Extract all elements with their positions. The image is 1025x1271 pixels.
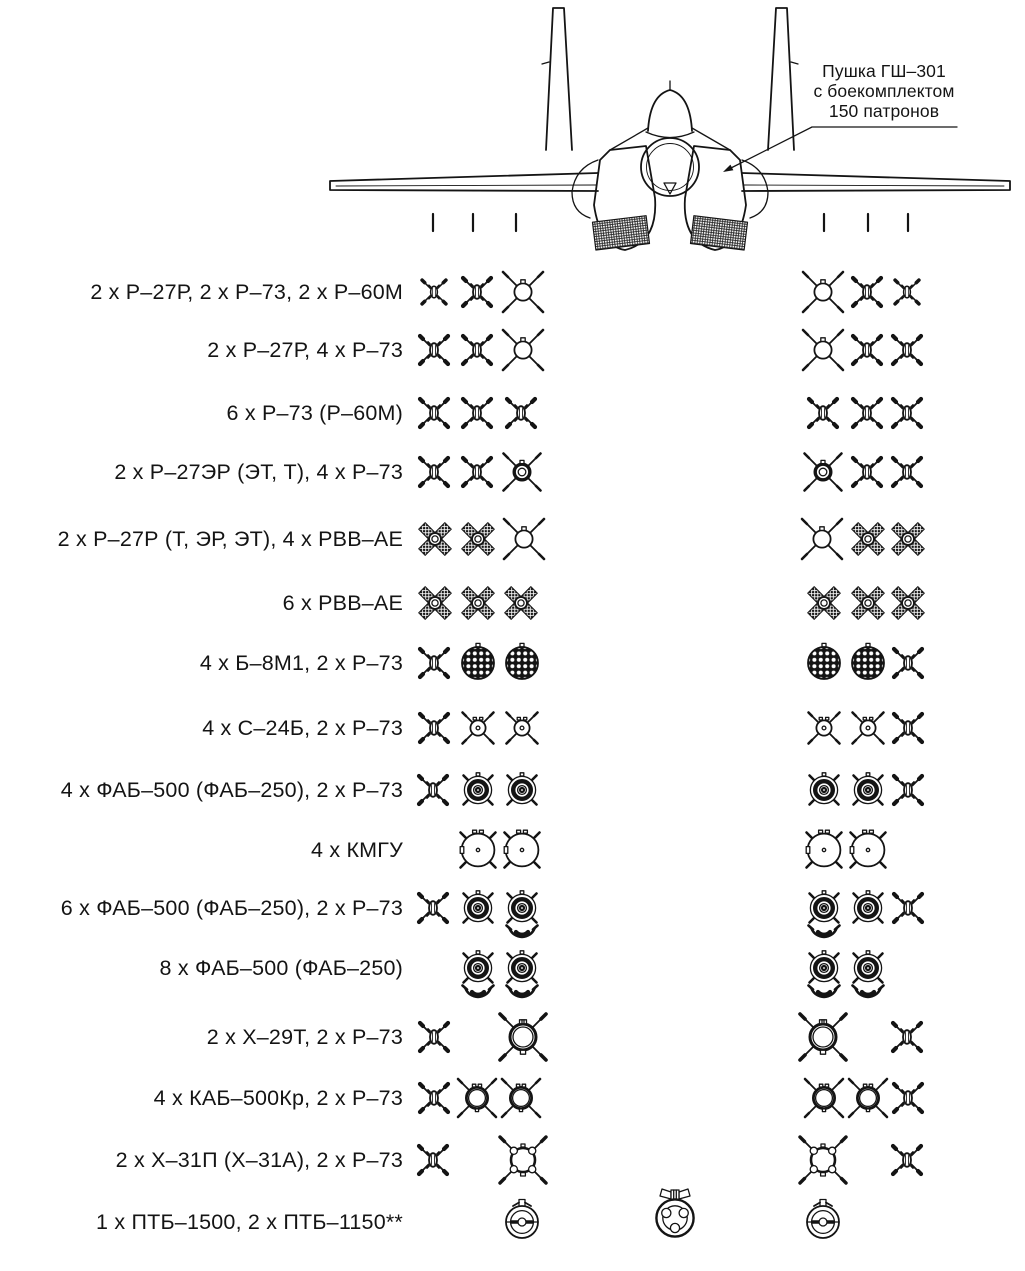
kab500kr-bomb-icon: [805, 1079, 843, 1117]
loadout-label: 2 x Х–31П (Х–31А), 2 x Р–73: [115, 1148, 403, 1172]
r73-missile-icon: [853, 278, 881, 306]
rvv-ae-missile-icon: [462, 587, 495, 620]
rvv-ae-missile-icon: [419, 587, 452, 620]
loadout-label: 4 x КМГУ: [311, 838, 403, 862]
b8m1-rocket-pod-icon: [506, 643, 538, 679]
cannon-annotation-line: Пушка ГШ–301: [822, 61, 946, 81]
fab-bomb-tandem-icon: [463, 951, 494, 997]
r73-missile-icon: [463, 336, 491, 364]
fab-bomb-tandem-icon: [507, 891, 538, 937]
fab-bomb-tandem-icon: [853, 951, 884, 997]
fab-bomb-tandem-icon: [809, 891, 840, 937]
s24b-rocket-icon: [853, 713, 884, 744]
rvv-ae-missile-icon: [892, 587, 925, 620]
kh29t-missile-icon: [800, 1014, 846, 1060]
r73-missile-icon: [894, 649, 922, 677]
r60m-missile-icon: [422, 280, 446, 304]
b8m1-rocket-pod-icon: [462, 643, 494, 679]
kab500kr-bomb-icon: [502, 1079, 540, 1117]
r73-missile-icon: [893, 1023, 921, 1051]
kab500kr-bomb-icon: [458, 1079, 496, 1117]
s24b-rocket-icon: [507, 713, 538, 744]
loadout-label: 6 x ФАБ–500 (ФАБ–250), 2 x Р–73: [60, 896, 403, 920]
r73-missile-icon: [463, 458, 491, 486]
ptb1500-drop-tank-icon: [656, 1189, 693, 1237]
loadout-label: 2 x Р–27Р (Т, ЭР, ЭТ), 4 x РВВ–АЕ: [57, 527, 403, 551]
r73-missile-icon: [893, 458, 921, 486]
kmgu-dispenser-icon: [460, 830, 495, 867]
r73-missile-icon: [419, 894, 447, 922]
r27-missile-icon: [503, 272, 543, 312]
rvv-ae-missile-icon: [419, 523, 452, 556]
r27-missile-icon: [504, 519, 544, 559]
r73-missile-icon: [420, 458, 448, 486]
r73-missile-icon: [853, 336, 881, 364]
loadout-label: 6 x Р–73 (Р–60М): [226, 401, 403, 425]
r73-missile-icon: [894, 776, 922, 804]
b8m1-rocket-pod-icon: [852, 643, 884, 679]
r27-missile-icon: [803, 272, 843, 312]
loadout-icons: [419, 272, 925, 1238]
kh31-missile-icon: [800, 1137, 846, 1183]
loadout-label: 2 x Р–27ЭР (ЭТ, Т), 4 x Р–73: [114, 460, 403, 484]
r73-missile-icon: [420, 714, 448, 742]
s24b-rocket-icon: [463, 713, 494, 744]
r73-missile-icon: [420, 1084, 448, 1112]
r27er-missile-icon: [504, 454, 541, 491]
kh29t-missile-icon: [500, 1014, 546, 1060]
r27-missile-icon: [803, 330, 843, 370]
kmgu-dispenser-icon: [806, 830, 841, 867]
kh31-missile-icon: [500, 1137, 546, 1183]
r73-missile-icon: [420, 1023, 448, 1051]
r27-missile-icon: [802, 519, 842, 559]
r73-missile-icon: [507, 399, 535, 427]
s24b-rocket-icon: [809, 713, 840, 744]
r73-missile-icon: [420, 649, 448, 677]
rvv-ae-missile-icon: [852, 587, 885, 620]
r73-missile-icon: [419, 1146, 447, 1174]
cannon-annotation: [794, 61, 974, 121]
fab-bomb-icon: [854, 773, 883, 805]
rvv-ae-missile-icon: [852, 523, 885, 556]
r73-missile-icon: [809, 399, 837, 427]
loadout-label: 4 x КАБ–500Кр, 2 x Р–73: [153, 1086, 403, 1110]
rvv-ae-missile-icon: [808, 587, 841, 620]
loadout-label: 4 x С–24Б, 2 x Р–73: [202, 716, 403, 740]
r73-missile-icon: [894, 1084, 922, 1112]
r27er-missile-icon: [805, 454, 842, 491]
loadout-label: 6 x РВВ–АЕ: [282, 591, 403, 615]
rvv-ae-missile-icon: [892, 523, 925, 556]
fab-bomb-icon: [464, 891, 493, 923]
loadout-label: 2 x Х–29Т, 2 x Р–73: [206, 1025, 403, 1049]
r27-missile-icon: [503, 330, 543, 370]
cannon-annotation-line: 150 патронов: [828, 101, 940, 121]
r73-missile-icon: [894, 894, 922, 922]
fab-bomb-icon: [854, 891, 883, 923]
loadout-label: 8 x ФАБ–500 (ФАБ–250): [159, 956, 403, 980]
fab-bomb-icon: [508, 773, 537, 805]
fab-bomb-icon: [810, 773, 839, 805]
rvv-ae-missile-icon: [505, 587, 538, 620]
r73-missile-icon: [853, 399, 881, 427]
rvv-ae-missile-icon: [462, 523, 495, 556]
kmgu-dispenser-icon: [850, 830, 885, 867]
r73-missile-icon: [893, 336, 921, 364]
fab-bomb-tandem-icon: [809, 951, 840, 997]
r73-missile-icon: [893, 1146, 921, 1174]
kmgu-dispenser-icon: [504, 830, 539, 867]
r73-missile-icon: [419, 776, 447, 804]
b8m1-rocket-pod-icon: [808, 643, 840, 679]
loadout-label: 4 x ФАБ–500 (ФАБ–250), 2 x Р–73: [60, 778, 403, 802]
fab-bomb-icon: [464, 773, 493, 805]
r73-missile-icon: [894, 714, 922, 742]
ptb1150-drop-tank-icon: [506, 1200, 538, 1239]
loadout-label: 1 x ПТБ–1500, 2 x ПТБ–1150**: [96, 1210, 403, 1234]
r73-missile-icon: [463, 399, 491, 427]
r73-missile-icon: [463, 278, 491, 306]
loadout-label: 4 x Б–8М1, 2 x Р–73: [199, 651, 403, 675]
r73-missile-icon: [420, 336, 448, 364]
loadout-label: 2 x Р–27Р, 4 x Р–73: [207, 338, 403, 362]
kab500kr-bomb-icon: [849, 1079, 887, 1117]
cannon-annotation-line: с боекомплектом: [813, 81, 955, 101]
cannon-leader-line: [723, 127, 957, 172]
loadout-label: 2 x Р–27Р, 2 x Р–73, 2 x Р–60М: [90, 280, 403, 304]
aircraft-intake-grilles: [592, 216, 747, 250]
r73-missile-icon: [420, 399, 448, 427]
pylon-tick-marks: [433, 214, 908, 231]
ptb1150-drop-tank-icon: [807, 1200, 839, 1239]
aircraft-wings: [330, 173, 1010, 191]
r60m-missile-icon: [895, 280, 919, 304]
aircraft-tails: [542, 8, 798, 150]
r73-missile-icon: [893, 399, 921, 427]
r73-missile-icon: [853, 458, 881, 486]
fab-bomb-tandem-icon: [507, 951, 538, 997]
